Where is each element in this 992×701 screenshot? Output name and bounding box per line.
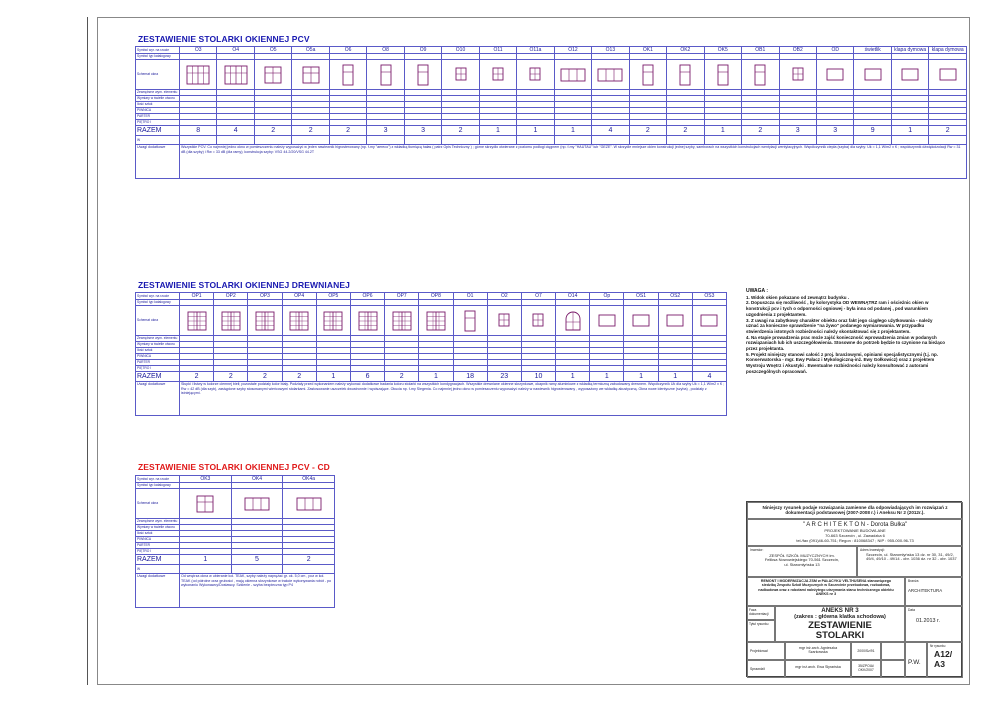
table-cell <box>667 136 704 145</box>
total-cell: 1 <box>554 126 591 136</box>
row-label: Uwagi dodatkowe <box>136 145 180 179</box>
column-header: OK4a <box>283 476 335 483</box>
window-elevation-icon <box>746 62 774 88</box>
total-cell: 5 <box>231 555 283 565</box>
row-label: PARTER <box>136 543 180 549</box>
total-cell: 4 <box>592 126 629 136</box>
table-cell <box>816 136 853 145</box>
window-cell <box>180 60 217 90</box>
window-cell <box>316 306 350 336</box>
window-cell <box>292 60 329 90</box>
total-cell: 1 <box>590 372 624 382</box>
header-row <box>136 476 335 483</box>
window-cell <box>385 306 419 336</box>
window-elevation-icon <box>559 308 587 334</box>
window-elevation-icon <box>709 62 737 88</box>
elevation-row <box>136 60 967 90</box>
column-header: O14 <box>556 293 590 300</box>
window-cell <box>180 306 214 336</box>
column-header: OP7 <box>385 293 419 300</box>
window-cell <box>742 60 779 90</box>
tb-inwestor-box <box>747 546 857 577</box>
total-cell: 2 <box>667 126 704 136</box>
window-cell <box>404 60 441 90</box>
window-elevation-icon <box>295 491 323 517</box>
total-cell: 23 <box>487 372 521 382</box>
row-label: Ilość sztuk <box>136 531 180 537</box>
row-label: Symbol wyr. na rzucie <box>136 293 180 300</box>
elevation-row <box>136 306 727 336</box>
tb-inwestor: ZESPÓŁ SZKÓŁ MUZYCZNYCH im. Feliksa Nowowiejskiego 70-561 Szczecin, ul. Staromłyńska 13 <box>764 552 840 567</box>
table-cell <box>592 136 629 145</box>
table-cell <box>554 136 591 145</box>
total-cell: 3 <box>779 126 816 136</box>
window-elevation-icon <box>490 308 518 334</box>
window-cell <box>329 60 366 90</box>
total-cell: 1 <box>556 372 590 382</box>
window-elevation-icon <box>447 62 475 88</box>
tb-faza-label: Faza dokumentacji <box>747 606 775 620</box>
column-header: O5a <box>292 47 329 54</box>
u-row <box>136 565 335 574</box>
column-header: OP3 <box>248 293 282 300</box>
window-elevation-icon <box>559 62 587 88</box>
elevation-row <box>136 489 335 519</box>
total-cell: 2 <box>929 126 967 136</box>
total-cell: 2 <box>442 126 479 136</box>
window-elevation-icon <box>388 308 416 334</box>
tb-nr-box <box>927 642 963 678</box>
total-cell: 6 <box>350 372 384 382</box>
row-label: Wymiary w świetle otworu <box>136 525 180 531</box>
row-label: Symbol wyr. na rzucie <box>136 47 180 54</box>
table-cell <box>367 136 404 145</box>
tb-branza-label: Branża <box>908 579 919 583</box>
row-label: Schemat okna <box>136 489 180 519</box>
window-elevation-icon <box>334 62 362 88</box>
table-cell <box>404 136 441 145</box>
window-cell <box>479 60 516 90</box>
window-elevation-icon <box>521 62 549 88</box>
cd-schedule-table <box>135 475 335 608</box>
total-cell: 3 <box>404 126 441 136</box>
total-cell: 2 <box>629 126 666 136</box>
total-cell: 1 <box>419 372 453 382</box>
window-cell <box>629 60 666 90</box>
row-label: Zewnętrzne wym. elementu <box>136 519 180 525</box>
row-label: PIWNICA <box>136 354 180 360</box>
window-elevation-icon <box>859 62 887 88</box>
tb-nr: A12/ A3 <box>934 649 953 669</box>
column-header: OP8 <box>419 293 453 300</box>
column-header: O1 <box>453 293 487 300</box>
window-cell <box>217 60 254 90</box>
window-cell <box>453 306 487 336</box>
tb-branza: ARCHITEKTURA <box>908 588 943 593</box>
cd-title: ZESTAWIENIE STOLARKI OKIENNEJ PCV - CD <box>138 462 330 472</box>
window-elevation-icon <box>183 308 211 334</box>
total-cell: 2 <box>283 555 335 565</box>
remarks-row <box>136 382 727 416</box>
window-cell <box>624 306 658 336</box>
tb-firm-sub: PROJEKTOWANIE BUDOWLANE <box>824 528 886 533</box>
column-header: O13 <box>592 47 629 54</box>
column-header: O12 <box>554 47 591 54</box>
drew-schedule-table <box>135 292 727 416</box>
tb-firm: " A R C H I T E K T O N - Dorota Bułka" <box>802 522 908 528</box>
row-label: PIĘTRO I <box>136 549 180 555</box>
total-cell: 2 <box>329 126 366 136</box>
column-header: OS2 <box>658 293 692 300</box>
column-header: O6 <box>329 47 366 54</box>
table-cell <box>442 136 479 145</box>
total-cell: 1 <box>891 126 928 136</box>
row-label: Schemat okna <box>136 60 180 90</box>
table-cell <box>891 136 928 145</box>
window-elevation-icon <box>422 308 450 334</box>
table-cell <box>854 136 891 145</box>
total-cell: 2 <box>254 126 291 136</box>
table-cell <box>329 136 366 145</box>
tb-proj-label: Projektował <box>747 642 785 660</box>
row-label: RAZEM <box>136 372 180 382</box>
drew-title: ZESTAWIENIE STOLARKI OKIENNEJ DREWNIANEJ <box>138 280 350 290</box>
column-header: OP4 <box>282 293 316 300</box>
row-label: RAZEM <box>136 126 180 136</box>
window-cell <box>891 60 928 90</box>
tb-firm-box <box>747 519 963 546</box>
remarks-text: Od wnętrza okna w ubieranie kol. TEAK, szyby należy naprężać gr. ok. 5,0 cm , poz w kol. TEAK (od półrolne oraz grubości , mają okienna skrzynkowe w trakcie wykonywania robót - po wykonaniu Wykonawcy/Dostawcy. Szklenie - szyba bezpieczna typ P4 <box>180 574 335 608</box>
column-header: O11a <box>517 47 554 54</box>
note-item: 3. Z uwagi na zabytkowy charakter obiektu oraz fakt jego ciągłego użytkowania - należy uznać za konieczne sprawdzenie "na żywo" podanego wymiarowania. W przypadku stwierdzenia istotnych rozbieżności należy skontaktować się z projektantem. <box>746 317 933 334</box>
total-cell: 10 <box>521 372 555 382</box>
remarks-text: Słupki i listwy w kolorze ciemnej bieli; pozostałe podziały kolor biały. Podziały przed wykonaniem należy wykonać dodatkowe badania koloru stolarki na wszystkich kondygnacjach. Wszystkie drewniane okienne skrzynkowe, okapnik ramy aluminiowe z wkładką termiczną zabudowany drewnem. Współczynnik Uk dla szyby Uk = 1,1 W/m2 x K ; Rw = 42 dB (dla szyb), zastąpione szyby stosowanymi wieńcowymi stolarkami. Zastosowanie uszczelek dwustronnie i wyciszające. Okucia np. f-my Siegenia. Co najmniej jedno okno w pomieszczeniu wyposażyć należy w nawiewnik higrosterowany , wyposażony we wkładkę akustyczną. Okna nowe identyczne (szyba) , podziały z istniejącymi. <box>180 382 727 416</box>
window-elevation-icon <box>784 62 812 88</box>
window-cell <box>658 306 692 336</box>
column-header: OK3 <box>180 476 232 483</box>
row-label: Symbol typ katalogowy <box>136 483 180 489</box>
total-cell: 2 <box>214 372 248 382</box>
window-elevation-icon <box>695 308 723 334</box>
total-cell: 9 <box>854 126 891 136</box>
window-cell <box>254 60 291 90</box>
row-label: Uwagi dodatkowe <box>136 382 180 416</box>
tb-inwestor-label: Inwestor: <box>750 548 764 552</box>
window-elevation-icon <box>821 62 849 88</box>
window-elevation-icon <box>634 62 662 88</box>
window-cell <box>704 60 741 90</box>
note-item: 1. Widok okien pokazano od zewnątrz budynku . <box>746 294 849 300</box>
total-cell: 1 <box>658 372 692 382</box>
total-cell: 3 <box>816 126 853 136</box>
total-cell: 8 <box>180 126 217 136</box>
tb-rys-title: ZESTAWIENIE STOLARKI <box>808 619 872 641</box>
window-cell <box>419 306 453 336</box>
window-cell <box>521 306 555 336</box>
total-cell: 3 <box>367 126 404 136</box>
row-label: Zewnętrzne wym. elementu <box>136 90 180 96</box>
row-label: W <box>136 136 180 145</box>
window-cell <box>282 306 316 336</box>
total-cell: 1 <box>479 126 516 136</box>
tb-nr-label: Nr rysunku <box>930 644 946 648</box>
tb-firm-addr: 70-663 Szczecin , ul. Zawadzka 6 <box>825 533 885 538</box>
window-cell <box>592 60 629 90</box>
window-cell <box>180 489 232 519</box>
table-cell <box>929 136 967 145</box>
tb-adres: Szczecin, ul. Staromłyńska 13 dz. nr 30, 31, 49/2, 49/4, 49/10 - 49/14 - obr. 1036 dz. nr 32 - obr. 1037 <box>866 551 957 562</box>
total-cell: 1 <box>316 372 350 382</box>
column-header: OD <box>816 47 853 54</box>
window-cell <box>929 60 967 90</box>
tb-podpis-1 <box>881 642 905 660</box>
total-cell: 18 <box>453 372 487 382</box>
window-cell <box>214 306 248 336</box>
window-cell <box>350 306 384 336</box>
column-header: OB1 <box>742 47 779 54</box>
tb-data-box <box>905 606 963 642</box>
row-label: W <box>136 565 180 574</box>
pcv-title: ZESTAWIENIE STOLARKI OKIENNEJ PCV <box>138 34 310 44</box>
tb-podpis-2 <box>881 660 905 678</box>
row-label: Wymiary w świetle otworu <box>136 342 180 348</box>
tb-proj: mgr inż.arch. Agnieszka Szarkowska <box>785 642 851 660</box>
window-elevation-icon <box>896 62 924 88</box>
row-label: PIĘTRO I <box>136 120 180 126</box>
column-header: klapa dymowa <box>929 47 967 54</box>
table-cell <box>629 136 666 145</box>
column-header: O9 <box>404 47 441 54</box>
window-cell <box>779 60 816 90</box>
row-label: Ilość sztuk <box>136 348 180 354</box>
window-elevation-icon <box>661 308 689 334</box>
table-cell <box>180 136 217 145</box>
tb-tytul-label: Tytuł rysunku <box>747 620 775 642</box>
total-cell: 2 <box>282 372 316 382</box>
remarks-row <box>136 145 967 179</box>
table-cell <box>217 136 254 145</box>
total-cell: 2 <box>248 372 282 382</box>
column-header: OK4 <box>231 476 283 483</box>
total-row <box>136 126 967 136</box>
window-cell <box>816 60 853 90</box>
window-elevation-icon <box>372 62 400 88</box>
row-label: Wymiary w świetle otworu <box>136 96 180 102</box>
window-cell <box>248 306 282 336</box>
tb-obiekt: REMONT I MODERNIZACJA ZSM w PAŁACYKU VELTHUSENA stanowiącego siedzibę Zespołu Szkół Muzycznych w Szczecinie przebudowa, rozbudowa, nadbudowa oraz z robotami należytego utrzymania stanu technicznego obiektu ANEKS nr 3 <box>747 577 905 606</box>
column-header: klapa dymowa <box>891 47 928 54</box>
tb-firm-tel: tel./fax (091)46-60-751; Regon : 810068347 ; NIP : 955-000-96-73 <box>796 538 914 543</box>
row-label: Symbol wyr. na rzucie <box>136 476 180 483</box>
total-cell: 2 <box>385 372 419 382</box>
row-label: PIWNICA <box>136 108 180 114</box>
window-elevation-icon <box>484 62 512 88</box>
note-item: 2. Dopuszcza się możliwość , by kolorystyka OD WEWNĄTRZ ram i ościeżnic okien w konstrukcji pcv i tych o odporności ogniowej - była inna od podanej , pod warunkiem uzgodnienia z projektantem. <box>746 300 929 317</box>
column-header: OS3 <box>692 293 726 300</box>
window-cell <box>667 60 704 90</box>
total-cell: 4 <box>692 372 726 382</box>
tb-header: Niniejszy rysunek podaje rozwiązania zamienne dla odpowiadających im rozwiązań z dokumentacji podstawowej (2007-2008 r.) i Aneksu Nr 2 (2012r.). <box>747 502 963 519</box>
row-label: Uwagi dodatkowe <box>136 574 180 608</box>
window-elevation-icon <box>184 62 212 88</box>
u-row <box>136 136 967 145</box>
column-header: O5 <box>254 47 291 54</box>
total-cell: 1 <box>517 126 554 136</box>
tb-title-box <box>775 606 905 642</box>
column-header: świetlik <box>854 47 891 54</box>
row-label: Zewnętrzne wym. elementu <box>136 336 180 342</box>
remarks-text: Wszystkie PCV: Co najmniej jedno okno w pomieszczeniu należy wyposażyć w jeden nawiewnik higrosterowany (np. f-my "aereco") z wkładką tłumiącą hałas ( patrz Opis Techniczny ) ; górne skrzydło otwierane z poziomu podłogi cięgnem (np. f-my "HAUTAU" lub "GEZE". W skrzydle mniejsze okien konstrukcji jednej szyby, samborach na wszystkich konstrukcjach wentylacji wentylacyjnych. Współczynnik ciepła (szyba) dla szyby: Uk = 1,1 W/m2 x K ; współczynnik dźwiękoizolacji Rw = 31 dB (dla szyby) i Rw = 33 dB (dla ramy); konstrukcja szyby: VSG 44.2/20/VSG 44.2T <box>180 145 967 179</box>
column-header: OK5 <box>704 47 741 54</box>
row-label: Symbol typ katalogowy <box>136 300 180 306</box>
total-cell: 4 <box>217 126 254 136</box>
row-label: PARTER <box>136 114 180 120</box>
tb-spr-nr: 35/ZPOIA/ OKK/2007 <box>851 660 881 678</box>
window-elevation-icon <box>596 62 624 88</box>
column-header: O7 <box>521 293 555 300</box>
total-cell: 2 <box>180 372 214 382</box>
window-cell <box>590 306 624 336</box>
tb-spr-label: Sprawdził <box>747 660 785 678</box>
window-elevation-icon <box>671 62 699 88</box>
total-row <box>136 372 727 382</box>
window-cell <box>517 60 554 90</box>
margin-line <box>87 17 88 685</box>
window-elevation-icon <box>191 491 219 517</box>
window-cell <box>367 60 404 90</box>
window-elevation-icon <box>297 62 325 88</box>
table-cell <box>283 565 335 574</box>
total-cell: 1 <box>180 555 232 565</box>
column-header: OK1 <box>629 47 666 54</box>
window-cell <box>692 306 726 336</box>
column-header: Op <box>590 293 624 300</box>
tb-zakres: (zakres : główna klatka schodowa) <box>794 614 886 621</box>
row-label: Schemat okna <box>136 306 180 336</box>
remarks-row <box>136 574 335 608</box>
column-header: OK2 <box>667 47 704 54</box>
window-elevation-icon <box>319 308 347 334</box>
column-header: O3 <box>180 47 217 54</box>
window-cell <box>283 489 335 519</box>
tb-data: 01.2013 r. <box>916 618 940 624</box>
column-header: OP6 <box>350 293 384 300</box>
column-header: OP1 <box>180 293 214 300</box>
row-label: PARTER <box>136 360 180 366</box>
column-header: O8 <box>367 47 404 54</box>
tb-pw: P.W. <box>905 642 927 678</box>
header-row <box>136 47 967 54</box>
window-cell <box>487 306 521 336</box>
column-header: O4 <box>217 47 254 54</box>
total-cell: 1 <box>704 126 741 136</box>
window-cell <box>442 60 479 90</box>
tb-spr: mgr inż.arch. Ewa Słyrańska <box>785 660 851 678</box>
window-cell <box>556 306 590 336</box>
total-row <box>136 555 335 565</box>
window-elevation-icon <box>259 62 287 88</box>
table-cell <box>704 136 741 145</box>
tb-branza-box <box>905 577 963 606</box>
title-block <box>746 501 962 677</box>
tb-aneks: ANEKS NR 3 <box>821 607 859 614</box>
note-item: 5. Projekt niniejszy stanowi całość z proj. branżowymi, opiniami specjalistycznymi (t.j. np. Konserwatorska - mgr. Ewy Pałacz i Mykologiczną-inż. Ewy Gołkowicz) oraz z projektem Wystroju Wnętrz i Akustyki . Ewentualne rozbieżności należy konsultować z autorami poszczególnych opracowań. <box>746 351 939 374</box>
table-cell <box>517 136 554 145</box>
column-header: O2 <box>487 293 521 300</box>
tb-adres-box <box>857 546 963 577</box>
header-row <box>136 293 727 300</box>
note-item: 4. Na etapie prowadzenia prac może zajść konieczność wprowadzenia zmian w podanych rozwiązaniach lub ich uszczegółowienia. Stosowne do potrzeb będzie to czynione na bieżąco przez projektanta. <box>746 334 946 352</box>
window-elevation-icon <box>456 308 484 334</box>
notes-block <box>746 289 946 375</box>
total-cell: 2 <box>742 126 779 136</box>
window-cell <box>854 60 891 90</box>
column-header: OS1 <box>624 293 658 300</box>
total-cell: 1 <box>624 372 658 382</box>
table-cell <box>479 136 516 145</box>
window-elevation-icon <box>285 308 313 334</box>
tb-adres-label: Adres Inwestycji: <box>860 548 885 552</box>
table-cell <box>779 136 816 145</box>
window-elevation-icon <box>354 308 382 334</box>
window-elevation-icon <box>251 308 279 334</box>
column-header: OP5 <box>316 293 350 300</box>
window-elevation-icon <box>934 62 962 88</box>
row-label: RAZEM <box>136 555 180 565</box>
table-cell <box>254 136 291 145</box>
row-label: Ilość sztuk <box>136 102 180 108</box>
window-elevation-icon <box>593 308 621 334</box>
window-elevation-icon <box>409 62 437 88</box>
window-elevation-icon <box>243 491 271 517</box>
window-cell <box>554 60 591 90</box>
total-cell: 2 <box>292 126 329 136</box>
pcv-schedule-table <box>135 46 967 179</box>
row-label: Symbol typ katalogowy <box>136 54 180 60</box>
table-cell <box>231 565 283 574</box>
row-label: PIĘTRO I <box>136 366 180 372</box>
window-elevation-icon <box>217 308 245 334</box>
column-header: O10 <box>442 47 479 54</box>
notes-title: UWAGA : <box>746 288 769 294</box>
window-elevation-icon <box>627 308 655 334</box>
row-label: PIWNICA <box>136 537 180 543</box>
table-cell <box>292 136 329 145</box>
column-header: OP2 <box>214 293 248 300</box>
table-cell <box>742 136 779 145</box>
table-cell <box>180 565 232 574</box>
column-header: OB2 <box>779 47 816 54</box>
tb-data-label: Data <box>908 608 915 612</box>
window-cell <box>231 489 283 519</box>
window-elevation-icon <box>524 308 552 334</box>
column-header: O11 <box>479 47 516 54</box>
tb-proj-nr: 2000/Sz/91 <box>851 642 881 660</box>
window-elevation-icon <box>222 62 250 88</box>
